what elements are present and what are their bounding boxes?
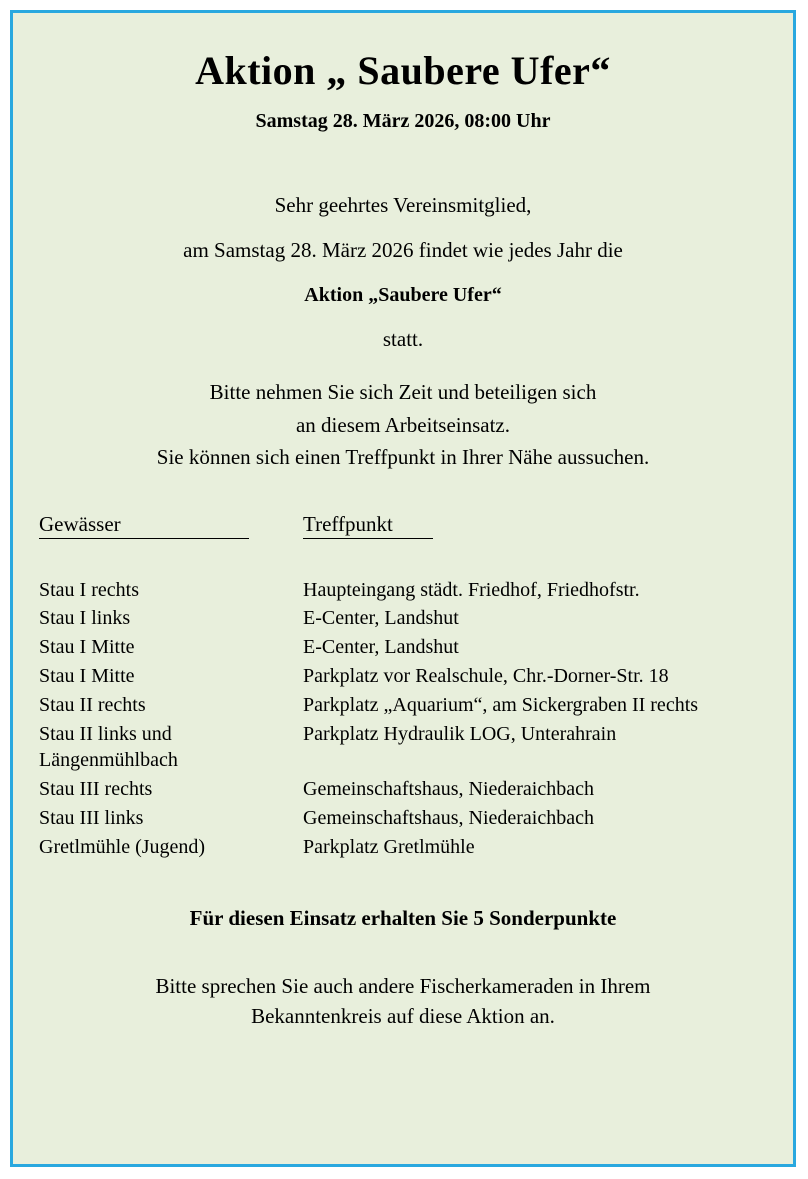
table-spacer-row (39, 542, 767, 576)
closing-line-1: Bitte sprechen Sie auch andere Fischerkameraden in Ihrem (155, 973, 651, 998)
table-row (39, 662, 767, 691)
row-point: Parkplatz Hydraulik LOG, Unterahrain (303, 722, 617, 745)
row-water: Stau I links (39, 607, 131, 630)
table-row (39, 633, 767, 662)
row-point: Parkplatz „Aquarium“, am Sickergraben II rechts (303, 693, 699, 716)
table-row (39, 576, 767, 605)
row-water: Stau II rechts (39, 693, 146, 716)
event-datetime: Samstag 28. März 2026, 08:00 Uhr (255, 110, 551, 132)
table-row (39, 833, 767, 862)
salutation: Sehr geehrtes Vereinsmitglied, (274, 193, 532, 217)
row-water: Stau III rechts (39, 778, 153, 801)
meeting-points-table (39, 512, 767, 862)
row-point: Gemeinschaftshaus, Niederaichbach (303, 807, 594, 830)
table-row (39, 804, 767, 833)
appeal-line-3: Sie können sich einen Treffpunkt in Ihrer Nähe aussuchen. (156, 445, 650, 470)
table-row (39, 775, 767, 804)
meeting-points-table-wrap (39, 512, 767, 862)
row-point: Parkplatz Gretlmühle (303, 835, 475, 858)
row-water: Stau I rechts (39, 578, 139, 601)
poster-content (13, 13, 793, 1031)
column-header-water-label: Gewässer (39, 512, 249, 539)
table-row (39, 604, 767, 633)
row-water: Stau I Mitte (39, 665, 135, 688)
row-water: Stau III links (39, 807, 144, 830)
poster-card (10, 10, 796, 1167)
row-water: Gretlmühle (Jugend) (39, 835, 206, 858)
table-header-row (39, 512, 767, 542)
appeal-line-1: Bitte nehmen Sie sich Zeit und beteiligen sich (209, 380, 597, 404)
column-header-meetingpoint-label: Treffpunkt (303, 512, 433, 539)
row-water: Stau I Mitte (39, 636, 135, 659)
closing-block (39, 971, 767, 1032)
row-water: Stau II links und Längenmühlbach (39, 722, 178, 772)
appeal-block (39, 376, 767, 474)
table-row (39, 691, 767, 720)
closing-line-2: Bekanntenkreis auf diese Aktion an. (251, 1004, 555, 1029)
row-point: Parkplatz vor Realschule, Chr.-Dorner-Str. 18 (303, 665, 669, 688)
row-point: Gemeinschaftshaus, Niederaichbach (303, 778, 594, 801)
page-title: Aktion „ Saubere Ufer“ (195, 48, 611, 93)
event-name: Aktion „Saubere Ufer“ (304, 284, 502, 306)
announcement-line: am Samstag 28. März 2026 findet wie jedes Jahr die (183, 238, 623, 262)
row-point: E-Center, Landshut (303, 607, 459, 630)
row-point: E-Center, Landshut (303, 636, 459, 659)
statt-line: statt. (382, 327, 424, 351)
table-row (39, 720, 767, 776)
appeal-line-2: an diesem Arbeitseinsatz. (295, 412, 511, 437)
bonus-note: Für diesen Einsatz erhalten Sie 5 Sonderpunkte (189, 905, 617, 930)
column-header-water (39, 512, 303, 542)
row-point: Haupteingang städt. Friedhof, Friedhofstr. (303, 578, 640, 601)
column-header-meetingpoint (303, 512, 767, 542)
intro-section (39, 195, 767, 350)
